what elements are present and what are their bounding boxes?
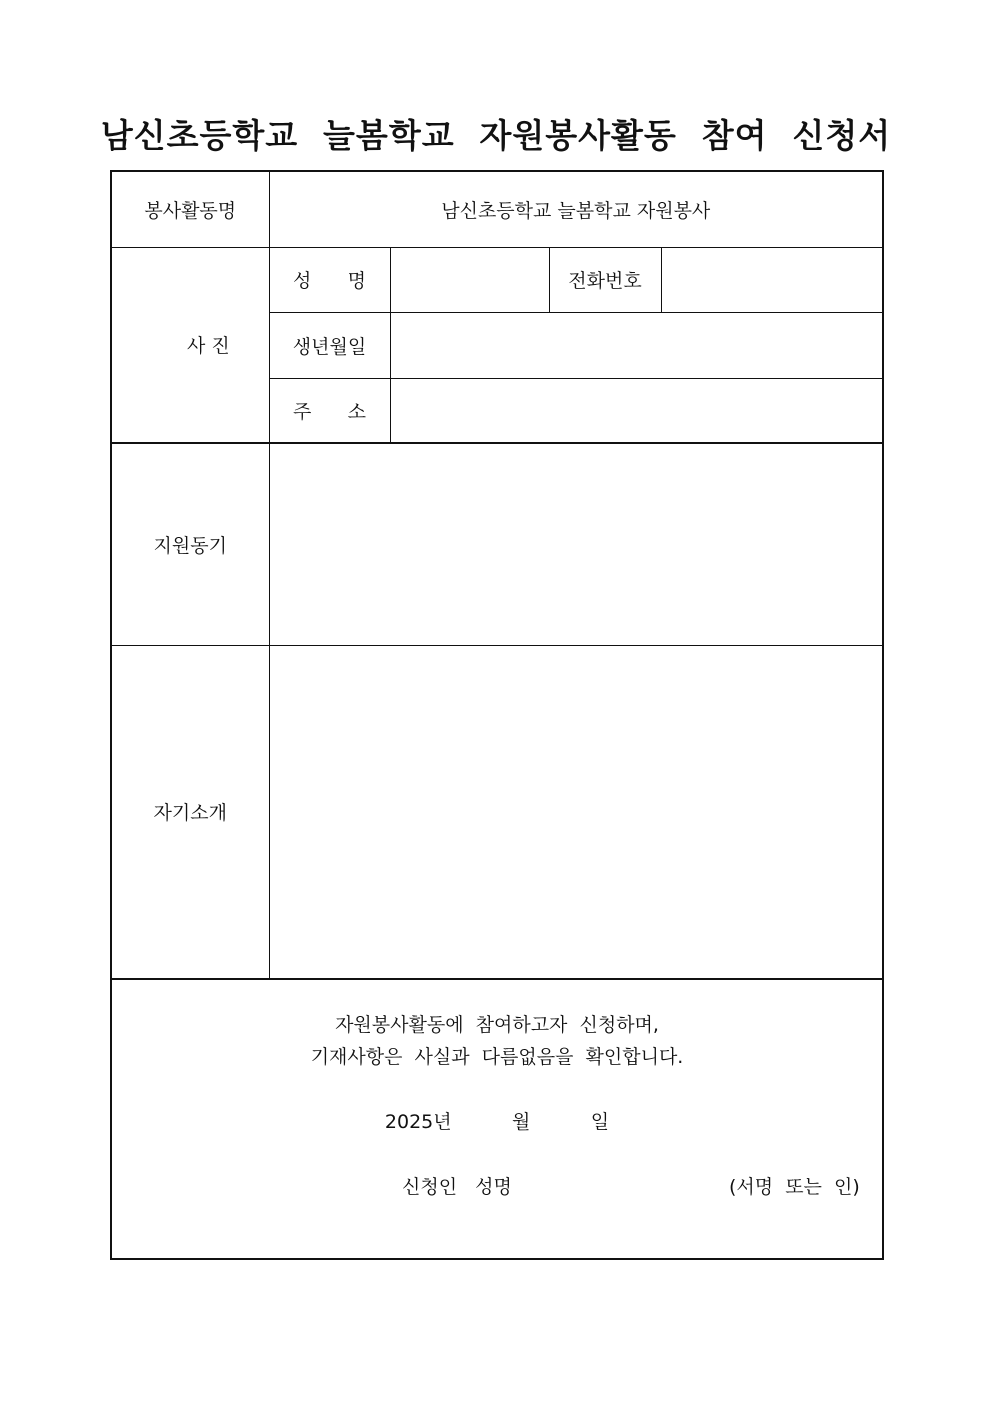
signature-note: (서명 또는 인) <box>729 1176 860 1198</box>
phone-label: 전화번호 <box>549 247 661 312</box>
birthdate-label: 생년월일 <box>269 312 390 378</box>
intro-label: 자기소개 <box>111 645 269 979</box>
applicant-name-label: 신청인 성명 <box>402 1176 512 1198</box>
motivation-field[interactable] <box>269 443 883 645</box>
photo-label: 사 진 <box>187 335 230 358</box>
activity-name-label: 봉사활동명 <box>111 171 269 247</box>
declaration-line-1: 자원봉사활동에 참여하고자 신청하며, <box>335 1014 659 1036</box>
address-field[interactable] <box>390 378 883 443</box>
application-form-table <box>110 170 884 1260</box>
declaration-line-2: 기재사항은 사실과 다름없음을 확인합니다. <box>310 1046 684 1068</box>
photo-cell[interactable] <box>111 247 269 443</box>
name-field[interactable] <box>390 247 549 312</box>
intro-field[interactable] <box>269 645 883 979</box>
page-title: 남신초등학교 늘봄학교 자원봉사활동 참여 신청서 <box>100 116 892 155</box>
name-label: 성 명 <box>269 247 390 312</box>
motivation-label: 지원동기 <box>111 443 269 645</box>
activity-name-value: 남신초등학교 늘봄학교 자원봉사 <box>269 171 883 247</box>
address-label: 주 소 <box>269 378 390 443</box>
declaration-date: 2025년 월 일 <box>384 1111 610 1133</box>
phone-field[interactable] <box>661 247 883 312</box>
declaration-section <box>111 979 883 1259</box>
birthdate-field[interactable] <box>390 312 883 378</box>
